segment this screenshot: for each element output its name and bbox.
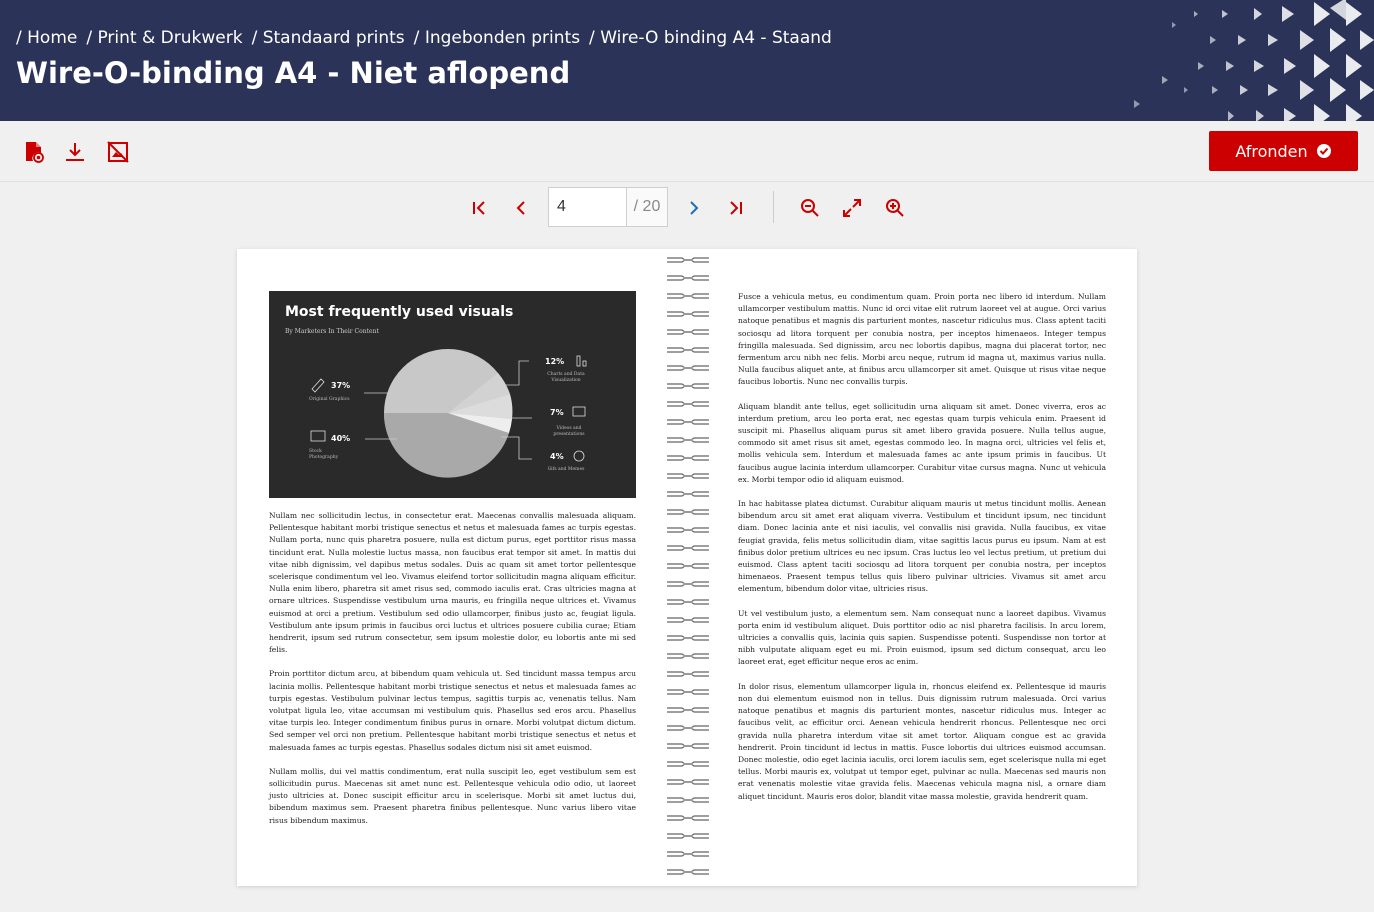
stat-stock-photography-pct: 40% (331, 434, 351, 443)
binding-coil (666, 525, 710, 535)
right-paragraph: Fusce a vehicula metus, eu condimentum quam. Proin porta nec libero id interdum. Nullam ullamcorper vestibulum mattis. Nunc id orci vitae elit rutrum laoreet vel at augue. Orci varius natoque penatibus et magnis dis parturient montes, nascetur ridiculus mus. Class aptent taciti sociosqu ad litora torquent per conubia nostra, per inceptos himenaeos. Integer tempus fringilla malesuada. Sed dignissim, arcu nec lobortis dapibus, magna dui placerat tortor, nec fermentum arcu nibh nec felis. Morbi arcu neque, rutrum id magna ut, maximus varius nulla. Nulla faucibus aliquet ante, at finibus arcu ullamcorper sit amet. Quisque ut risus vitae neque faucibus lobortis. Nunc nec convallis turpis. (738, 292, 1106, 387)
binding-coil (666, 633, 710, 643)
binding-coil (666, 399, 710, 409)
check-circle-icon (1316, 143, 1332, 159)
stat-gifs-label: Gifs and Memes (547, 467, 585, 472)
stat-charts-label: Charts and Data Visualization (547, 372, 585, 383)
binding-coil (666, 795, 710, 805)
binding-coil (666, 291, 710, 301)
binding-coil (666, 615, 710, 625)
stat-original-graphics-pct: 37% (331, 381, 351, 390)
page-total: / 20 (627, 187, 668, 227)
stat-videos-label: Videos and presentations (553, 426, 585, 437)
breadcrumb-item-standaard-prints[interactable]: / Standaard prints (252, 28, 405, 48)
binding-coil (666, 453, 710, 463)
binding-coil (666, 669, 710, 679)
right-paragraph: In dolor risus, elementum ullamcorper ligula in, rhoncus eleifend ex. Pellentesque id mauris non dui elementum euismod non in tellus. Duis dignissim rutrum malesuada. Orci varius natoque penatibus et magnis dis parturient montes, nascetur ridiculus mus. Integer ac faucibus velit, ac efficitur orci. Aenean vehicula hendrerit rhoncus. Pellentesque nec orci gravida nulla pharetra interdum vitae sit amet tortor. Aliquam congue est ac gravida hendrerit. Proin tincidunt id lectus in mattis. Fusce lobortis dui ultrices euismod accumsan. Donec molestie, odio eget lacinia iaculis, orci lorem iaculis sem, eget scelerisque nulla mi eget tellus. Morbi mauris ex, volutpat ut tempor eget, pulvinar ac nulla. Maecenas sed mauris non erat venenatis molestie vitae gravida felis. Maecenas vehicula magna nisl, a ornare diam aliquet tincidunt. Mauris eros dolor, blandit vitae massa molestie, gravida hendrerit quam. (738, 681, 1106, 801)
binding-coil (666, 309, 710, 319)
first-page-icon[interactable] (468, 197, 490, 219)
stat-videos-pct: 7% (550, 408, 564, 417)
breadcrumb (16, 28, 841, 48)
pager-divider (773, 191, 774, 223)
page-number-input[interactable] (548, 187, 627, 227)
binding-coil (666, 579, 710, 589)
breadcrumb-item-wire-o-binding[interactable]: / Wire-O binding A4 - Staand (589, 28, 832, 48)
right-page (738, 291, 1106, 815)
binding-coil (666, 435, 710, 445)
binding-coil (666, 651, 710, 661)
binding-coil (666, 417, 710, 427)
binding-coil (666, 849, 710, 859)
right-paragraph: Aliquam blandit ante tellus, eget sollicitudin urna aliquam sit amet. Donec viverra, eros ac interdum pretium, arcu leo porta erat, nec egestas quam turpis vehicula enim. Praesent id suscipit mi. Phasellus aliquam purus sit amet libero gravida posuere. Nulla tellus augue, commodo sit amet risus sit amet, egestas commodo leo. In magna orci, ultricies vel felis et, mollis vehicula sem. Interdum et malesuada fames ac ante ipsum primis in faucibus. Ut faucibus augue lacinia interdum ullamcorper. Curabitur vitae cursus magna. Nunc ut vehicula ex. Morbi tempor odio id aliquam euismod. (738, 401, 1106, 484)
infographic-title: Most frequently used visuals (285, 304, 514, 320)
binding-coil (666, 363, 710, 373)
left-page (269, 291, 636, 839)
toolbar (0, 121, 1374, 182)
zoom-out-icon[interactable] (799, 197, 821, 219)
infographic (269, 291, 636, 498)
left-paragraph: Proin porttitor dictum arcu, at bibendum quam vehicula ut. Sed tincidunt massa tempus arcu lacinia mollis. Pellentesque habitant morbi tristique senectus et netus et malesuada fames ac turpis egestas. Vestibulum pulvinar lectus tempus, sagittis turpis ac, venenatis tellus. Nam volutpat ligula leo, vitae accumsan mi vestibulum quis. Phasellus sed eros arcu. Phasellus vitae turpis leo. Integer condimentum finibus purus in ornare. Morbi volutpat dictum dictum. Sed semper vel orci non pretium. Pellentesque habitant morbi tristique senectus et netus et malesuada fames ac turpis egestas. Phasellus sodales dictum nisi sit amet euismod. (269, 669, 636, 752)
finish-button-label: Afronden (1235, 141, 1308, 161)
binding-coil (666, 687, 710, 697)
binding-coil (666, 561, 710, 571)
page-title: Wire-O-binding A4 - Niet aflopend (16, 56, 571, 90)
stat-charts-pct: 12% (545, 357, 565, 366)
no-image-icon[interactable] (107, 141, 129, 163)
binding-coil (666, 831, 710, 841)
document-preview (237, 249, 1137, 886)
right-paragraph: Ut vel vestibulum justo, a elementum sem. Nam consequat nunc a laoreet dapibus. Vivamus porta enim id vestibulum aliquet. Duis porttitor odio ac nisl pharetra facilisis. In arcu lorem, ultricies a convallis quis, lacinia quis sapien. Suspendisse potenti. Suspendisse non tortor at nibh vulputate aliquam eget eu mi. Proin euismod, ipsum sed dictum consequat, arcu leo laoreet erat, eget efficitur neque eros ac enim. (738, 608, 1106, 667)
binding-coil (666, 813, 710, 823)
finish-button[interactable] (1209, 131, 1358, 171)
zoom-in-icon[interactable] (884, 197, 906, 219)
binding-coil (666, 759, 710, 769)
stat-stock-photography-label: Stock Photography (309, 449, 339, 460)
left-paragraph: Nullam nec sollicitudin lectus, in consectetur erat. Maecenas convallis malesuada aliquam. Pellentesque habitant morbi tristique senectus et netus et malesuada fames ac turpis egestas. Nullam porta, nunc quis pharetra posuere, nulla est dictum purus, eget porttitor risus massa tincidunt erat. Nulla molestie luctus massa, non faucibus erat tempor sit amet. In mattis dui vitae nibh dignissim, vel dapibus metus sodales. Duis ac quam sit amet tortor pellentesque scelerisque condimentum vel leo. Vivamus eleifend tortor sollicitudin magna aliquam efficitur. Nulla enim libero, pharetra sit amet risus sed, commodo iaculis erat. Cras ultricies magna at ornare ultrices. Suspendisse vestibulum urna mauris, eu fringilla neque ultrices et. Vivamus euismod at orci a pretium. Vestibulum sed odio ullamcorper, finibus justo ac, feugiat ligula. Vestibulum ante ipsum primis in faucibus orci luctus et ultrices posuere cubilia curae; Etiam hendrerit, ipsum sed rutrum consectetur, sem ipsum molestie dolor, eu lobortis ante mi sed felis. (269, 511, 636, 655)
binding-coil (666, 705, 710, 715)
binding-coil (666, 273, 710, 283)
binding-coil (666, 255, 710, 265)
left-paragraph: Nullam mollis, dui vel mattis condimentum, erat nulla suscipit leo, eget vestibulum sem est sollicitudin purus. Maecenas sit amet nunc est. Pellentesque vehicula odio odio, ut laoreet justo ultricies at. Donec suscipit efficitur arcu in scelerisque. Morbi sit amet luctus dui, bibendum maximus sem. Praesent pharetra finibus pellentesque. Nunc varius libero vitae risus bibendum maximus. (269, 766, 636, 825)
download-icon[interactable] (64, 141, 86, 163)
binding-coil (666, 777, 710, 787)
wire-o-binding (666, 255, 710, 880)
binding-coil (666, 741, 710, 751)
binding-coil (666, 345, 710, 355)
breadcrumb-item-print-drukwerk[interactable]: / Print & Drukwerk (86, 28, 242, 48)
page-header (0, 0, 1374, 121)
binding-coil (666, 381, 710, 391)
binding-coil (666, 597, 710, 607)
infographic-subtitle: By Marketers In Their Content (285, 328, 379, 335)
last-page-icon[interactable] (725, 197, 747, 219)
binding-coil (666, 543, 710, 553)
breadcrumb-item-ingebonden-prints[interactable]: / Ingebonden prints (414, 28, 580, 48)
stat-original-graphics-label: Original Graphics (309, 397, 350, 402)
stat-gifs-pct: 4% (550, 452, 564, 461)
next-page-icon[interactable] (683, 197, 705, 219)
page-navigation (0, 187, 1374, 227)
binding-coil (666, 867, 710, 877)
binding-coil (666, 489, 710, 499)
binding-coil (666, 471, 710, 481)
file-preview-icon[interactable] (23, 141, 45, 163)
right-paragraph: In hac habitasse platea dictumst. Curabitur aliquam mauris ut metus tincidunt mollis. Aenean bibendum arcu sit amet erat aliquam viverra. Vestibulum et tincidunt ipsum, nec tincidunt diam. Donec lacinia ante et nisi iaculis, vel convallis nisi gravida. Nulla faucibus, ex vitae feugiat gravida, felis metus sollicitudin diam, vitae sagittis lacus purus eu ipsum. Nam at est finibus dolor pretium ultrices eu nec ipsum. Cras luctus leo vel lectus pretium, ut pretium dui euismod. Class aptent taciti sociosqu ad litora torquent per conubia nostra, per inceptos himenaeos. Praesent tempus tellus quis libero pulvinar ultricies. Vivamus sit amet arcu elementum, bibendum dolor vitae, ultricies risus. (738, 499, 1106, 594)
binding-coil (666, 327, 710, 337)
breadcrumb-item-home[interactable]: / Home (16, 28, 77, 48)
prev-page-icon[interactable] (510, 197, 532, 219)
binding-coil (666, 723, 710, 733)
triangle-pattern (1034, 0, 1374, 121)
binding-coil (666, 507, 710, 517)
fullscreen-icon[interactable] (841, 197, 863, 219)
